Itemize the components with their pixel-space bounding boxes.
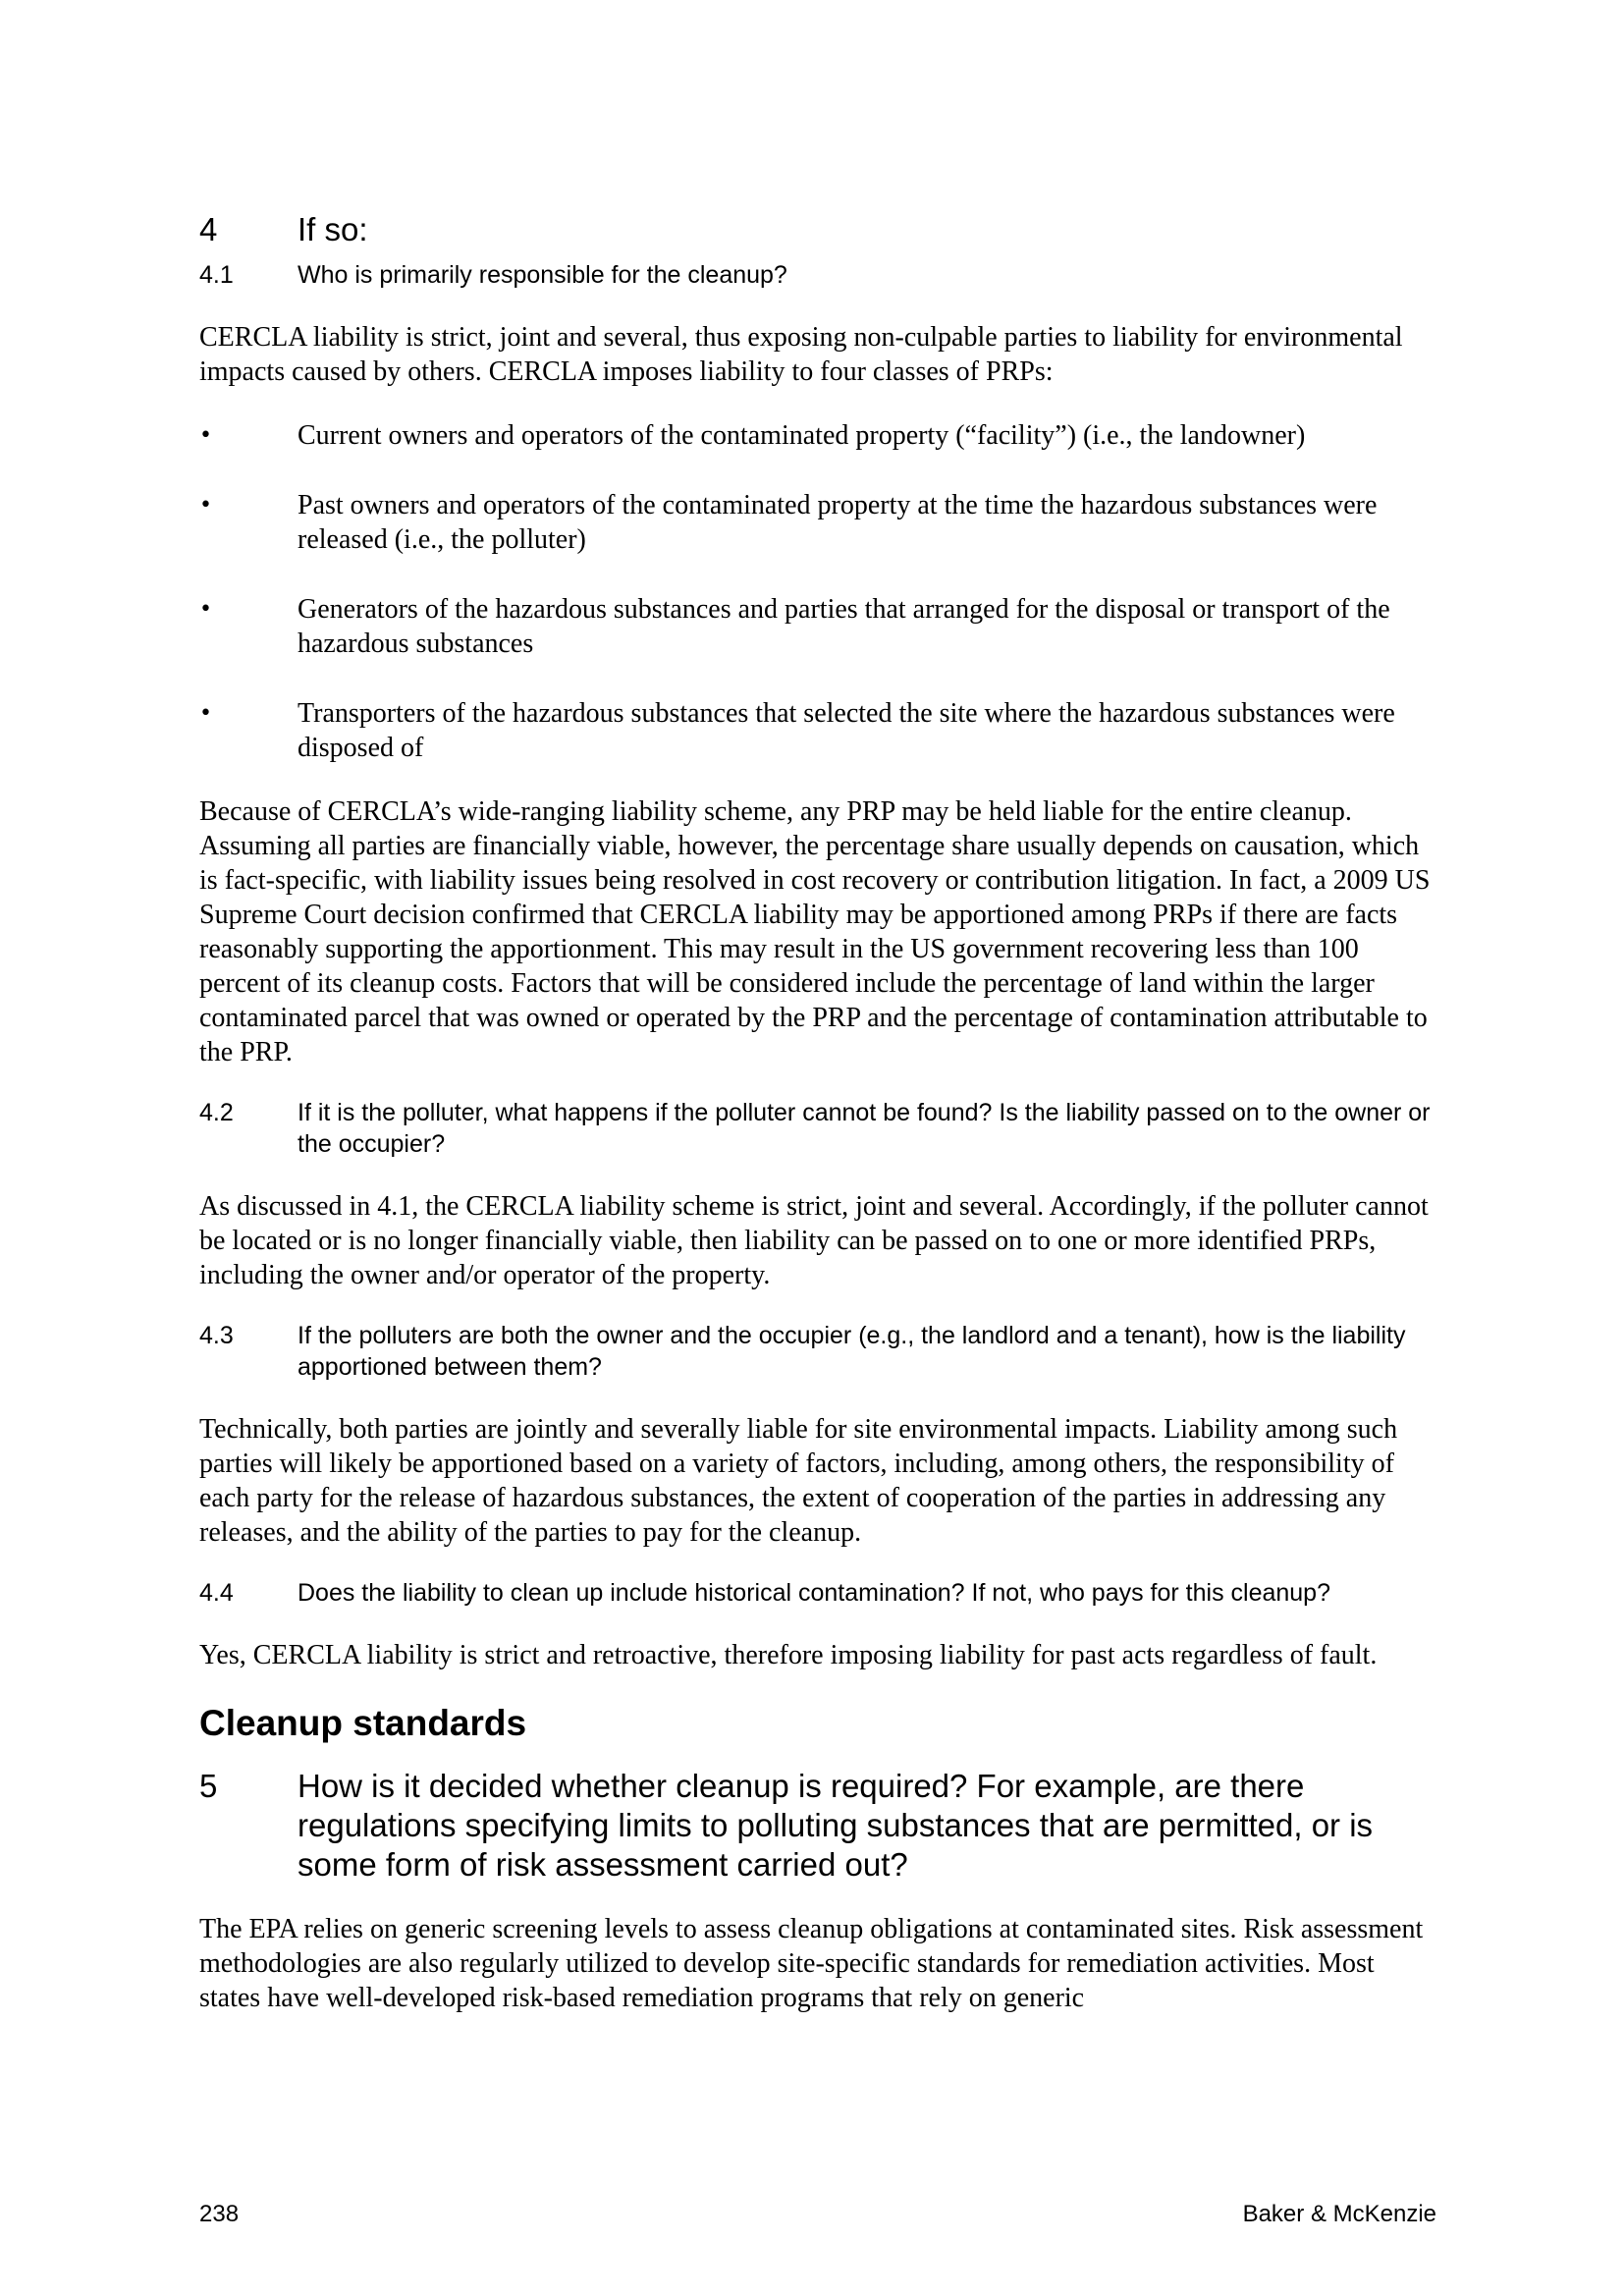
list-item bbox=[199, 592, 1436, 661]
answer-5: The EPA relies on generic screening levels to assess cleanup obligations at contaminated sites. Risk assessment methodologies are also regularly utilized to develop site-specific standards for remediation activities. Most states have well-developed risk-based remediation programs that rely on generic bbox=[199, 1914, 1424, 2013]
answer-4-2: As discussed in 4.1, the CERCLA liability scheme is strict, joint and several. Accordingly, if the polluter cannot be located or is no longer financially viable, then liability can be passed on to one or more identified PRPs, including the owner and/or operator of the property. bbox=[199, 1191, 1429, 1290]
question-4-heading bbox=[199, 210, 1436, 249]
page-number: 238 bbox=[199, 2201, 240, 2227]
question-number: 5 bbox=[199, 1768, 218, 1804]
list-item bbox=[199, 418, 1436, 453]
question-4-1-heading bbox=[199, 259, 1436, 291]
prp-classes-list bbox=[199, 418, 1436, 765]
answer-4-3: Technically, both parties are jointly and severally liable for site environmental impacts. Liability among such parties will likely be apportioned based on a variety of factors, including, among others, the responsibility of each party for the release of hazardous substances, the extent of cooperation of the parties in addressing any releases, and the ability of the parties to pay for the cleanup. bbox=[199, 1414, 1398, 1548]
question-number: 4.3 bbox=[199, 1322, 234, 1349]
answer-4-1-body: Because of CERCLA’s wide-ranging liability scheme, any PRP may be held liable for the entire cleanup. Assuming all parties are financially viable, however, the percentage share usually depends on causation, which is fact-specific, with liability issues being resolved in cost recovery or contribution litigation. In fact, a 2009 US Supreme Court decision confirmed that CERCLA liability may be apportioned among PRPs if there are facts reasonably supporting the apportionment. This may result in the US government recovering less than 100 percent of its cleanup costs. Factors that will be considered include the percentage of land within the larger contaminated parcel that was owned or operated by the PRP and the percentage of contamination attributable to the PRP. bbox=[199, 796, 1431, 1067]
question-text: How is it decided whether cleanup is required? For example, are there regulations specifying limits to polluting substances that are permitted, or is some form of risk assessment carried out? bbox=[298, 1768, 1374, 1883]
section-title: Cleanup standards bbox=[199, 1703, 527, 1743]
question-4-3-heading bbox=[199, 1320, 1436, 1383]
bullet-icon: • bbox=[199, 597, 212, 622]
question-5-heading bbox=[199, 1767, 1436, 1885]
question-text: If the polluters are both the owner and the occupier (e.g., the landlord and a tenant), how is the liability apportioned between them? bbox=[298, 1322, 1406, 1381]
list-item bbox=[199, 696, 1436, 765]
question-4-4-heading bbox=[199, 1577, 1436, 1609]
question-text: Who is primarily responsible for the cleanup? bbox=[298, 261, 787, 289]
question-number: 4.2 bbox=[199, 1099, 234, 1126]
question-text: If it is the polluter, what happens if the polluter cannot be found? Is the liability passed on to the owner or the occupier? bbox=[298, 1099, 1431, 1158]
list-item-text: Generators of the hazardous substances and parties that arranged for the disposal or transport of the hazardous substances bbox=[298, 594, 1390, 659]
page-footer bbox=[199, 2200, 1436, 2229]
bullet-icon: • bbox=[199, 423, 212, 448]
publisher-name: Baker & McKenzie bbox=[1242, 2201, 1436, 2227]
answer-4-1-intro: CERCLA liability is strict, joint and several, thus exposing non-culpable parties to liability for environmental impacts caused by others. CERCLA imposes liability to four classes of PRPs: bbox=[199, 322, 1403, 387]
bullet-icon: • bbox=[199, 701, 212, 726]
bullet-icon: • bbox=[199, 493, 212, 518]
question-text: If so: bbox=[298, 211, 368, 247]
list-item-text: Transporters of the hazardous substances that selected the site where the hazardous substances were disposed of bbox=[298, 698, 1395, 763]
question-number: 4 bbox=[199, 211, 218, 247]
question-text: Does the liability to clean up include historical contamination? If not, who pays for this cleanup? bbox=[298, 1579, 1330, 1607]
page-content bbox=[199, 210, 1436, 2015]
question-number: 4.1 bbox=[199, 261, 234, 289]
question-4-2-heading bbox=[199, 1097, 1436, 1160]
list-item bbox=[199, 488, 1436, 557]
question-number: 4.4 bbox=[199, 1579, 234, 1607]
list-item-text: Current owners and operators of the contaminated property (“facility”) (i.e., the landowner) bbox=[298, 420, 1306, 451]
answer-4-4: Yes, CERCLA liability is strict and retroactive, therefore imposing liability for past acts regardless of fault. bbox=[199, 1640, 1378, 1670]
list-item-text: Past owners and operators of the contaminated property at the time the hazardous substances were released (i.e., the polluter) bbox=[298, 490, 1378, 555]
